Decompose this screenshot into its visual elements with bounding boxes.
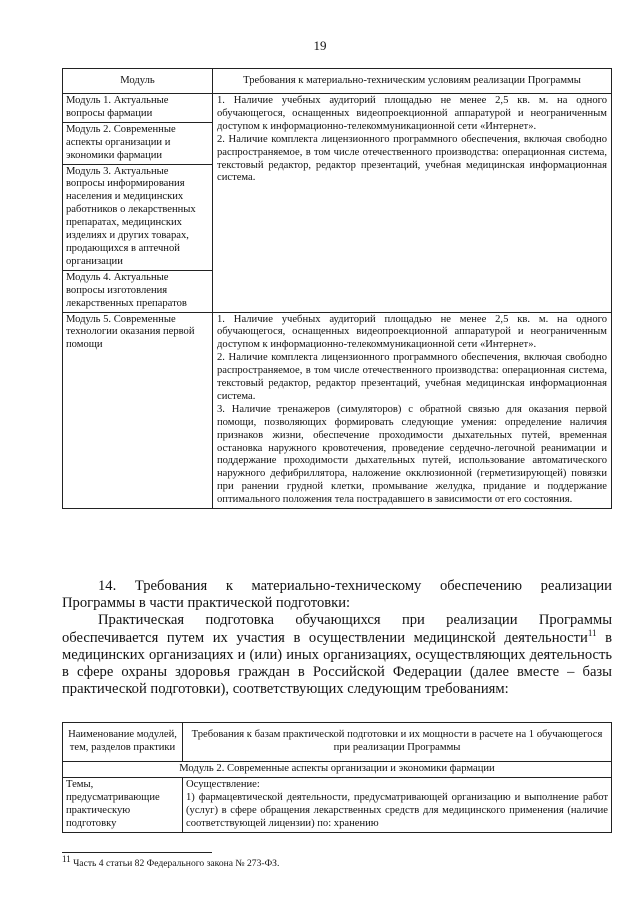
footnote (62, 853, 280, 869)
module-2-cell: Модуль 2. Современные аспекты организации и экономики фармации (63, 122, 213, 164)
module-5-cell: Модуль 5. Современные технологии оказания первой помощи (63, 312, 213, 509)
module-4-cell: Модуль 4. Актуальные вопросы изготовления лекарственных препаратов (63, 270, 213, 312)
section-14 (62, 578, 612, 698)
footnote-mark: 11 (62, 853, 71, 864)
table-row (63, 777, 612, 832)
footnote-divider (62, 852, 212, 853)
header-module: Модуль (63, 69, 213, 94)
requirement-item: 2. Наличие комплекта лицензионного программного обеспечения, включая свободно распространяемое, в том числе отечественного производства: операционная система, текстовый редактор, редактор презентаций, учебная медицинская информационная система. (217, 352, 607, 402)
module-2-row: Модуль 2. Современные аспекты организации и экономики фармации (63, 762, 612, 778)
requirement-item: 3. Наличие тренажеров (симуляторов) с обратной связью для оказания первой помощи, позволяющих формировать следующие умения: определение наличия признаков жизни, обеспечение проходимости дыхательных путей, временная остановка наружного кровотечения, проведение сердечно-легочной реанимации и поддержание проходимости дыхательных путей, использование автоматического наружного дефибриллятора, наложение окклюзионной (герметизирующей) повязки при ранении грудной клетки, промывание желудка, придание и поддержание оптимального положения тела пострадавшего в зависимости от его состояния. (217, 403, 607, 506)
module-1-cell: Модуль 1. Актуальные вопросы фармации (63, 94, 213, 123)
header-modules-topics: Наименование модулей, тем, разделов практики (63, 723, 183, 762)
section-14-body-text: Практическая подготовка обучающихся при реализации Программы обеспечивается путем их участия в осуществлении медицинской деятельности (62, 612, 612, 646)
activity-text: 1) фармацевтической деятельности, предусматривающей организацию и выполнение работ (услуг) в сфере обращения лекарственных средств для медицинского применения (наличие соответствующей лицензии) по: хранению (186, 791, 608, 829)
footnote-text: Часть 4 статьи 82 Федерального закона № 273-ФЗ. (70, 858, 280, 869)
practical-bases-table (62, 722, 612, 833)
footnote-reference[interactable]: 11 (587, 627, 597, 638)
requirements-group-1 (213, 94, 612, 313)
header-requirements: Требования к материально-техническим условиям реализации Программы (213, 69, 612, 94)
requirement-item: 1. Наличие учебных аудиторий площадью не менее 2,5 кв. м. на одного обучающегося, оснащенных видеопроекционной аппаратурой и неограниченным доступом к информационно-телекоммуникационной сети «Интернет». (217, 95, 607, 132)
table-header-row (63, 723, 612, 762)
table-row (63, 312, 612, 509)
topics-cell: Темы, предусматривающие практическую подготовку (63, 777, 183, 832)
section-14-body (62, 612, 612, 698)
material-requirements-table (62, 68, 612, 509)
section-14-heading: 14. Требования к материально-техническому обеспечению реализации Программы в части практической подготовки: (62, 578, 612, 612)
requirement-item: 1. Наличие учебных аудиторий площадью не менее 2,5 кв. м. на одного обучающегося, оснащенных видеопроекционной аппаратурой и неограниченным доступом к информационно-телекоммуникационной сети «Интернет». (217, 313, 607, 351)
table-row (63, 762, 612, 778)
requirement-item: 2. Наличие комплекта лицензионного программного обеспечения, включая свободно распространяемое, в том числе отечественного производства: операционная система, текстовый редактор, редактор презентаций, учебная медицинская информационная система. (217, 133, 607, 184)
module-3-cell: Модуль 3. Актуальные вопросы информирования населения и медицинских работников о лекарственных препаратах, медицинских изделиях и других товарах, продающихся в аптечной организации (63, 164, 213, 270)
activity-cell (183, 777, 612, 832)
requirements-group-2 (213, 312, 612, 509)
activity-title: Осуществление: (186, 778, 260, 790)
table-header-row (63, 69, 612, 94)
section-14-body-text-continued: в медицинских организациях и (или) иных организациях, осуществляющих деятельность в сфере охраны здоровья граждан в Российской Федерации (далее вместе – базы практической подготовки), соответствующих следующим требованиям: (62, 629, 612, 698)
header-base-requirements: Требования к базам практической подготовки и их мощности в расчете на 1 обучающегося при реализации Программы (183, 723, 612, 762)
page-number: 19 (313, 38, 327, 53)
table-row (63, 94, 612, 123)
